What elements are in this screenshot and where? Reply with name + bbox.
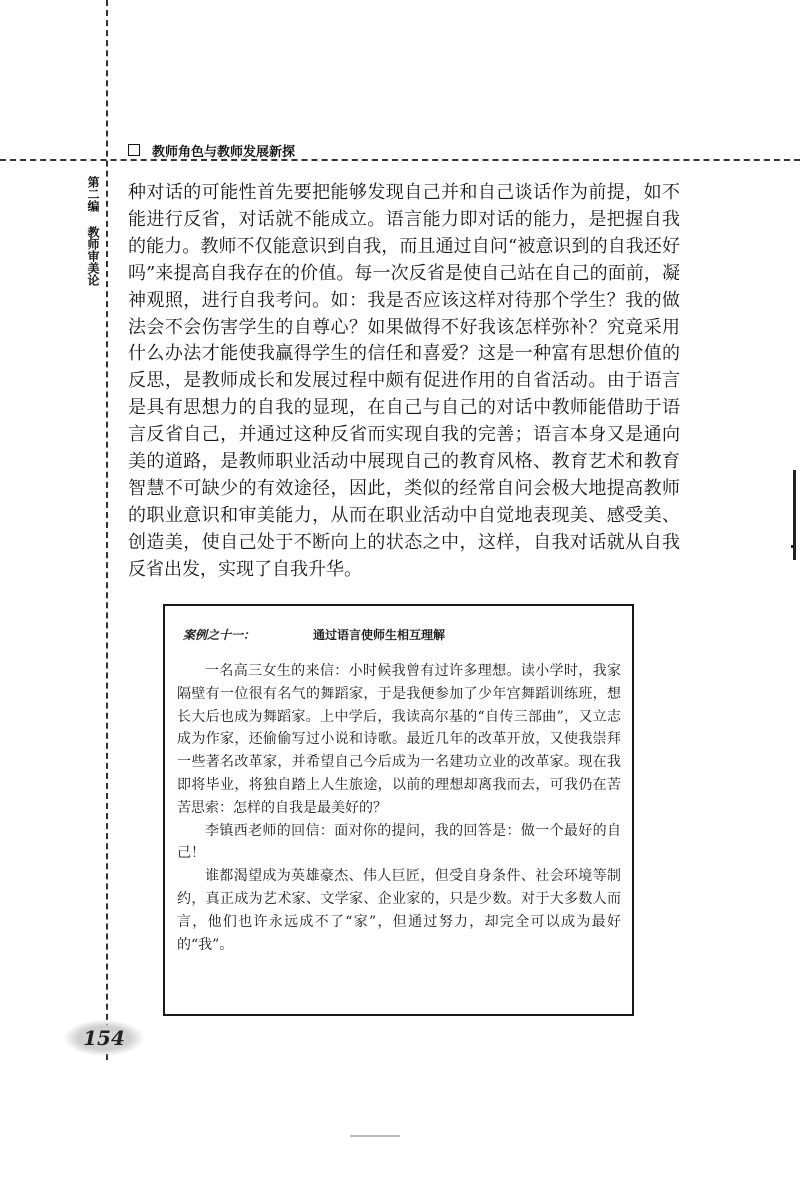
case-header bbox=[183, 626, 614, 646]
case-paragraph: 一名高三女生的来信：小时候我曾有过许多理想。读小学时，我家隔壁有一位很有名气的舞蹈家，于是我便参加了少年宫舞蹈训练班，想长大后也成为舞蹈家。上中学后，我读高尔基的“自传三部曲”，又立志成为作家，还偷偷写过小说和诗歌。最近几年的改革开放，又使我崇拜一些著名改革家，并希望自己今后成为一名建功立业的改革家。现在我即将毕业，将独自踏上人生旅途，以前的理想却离我而去，可我仍在苦苦思索：怎样的自我是最美好的？ bbox=[177, 663, 621, 816]
part-label: 第二编 bbox=[86, 176, 100, 212]
case-study-box bbox=[163, 604, 634, 1016]
book-title: 教师角色与教师发展新探 bbox=[152, 144, 296, 160]
header-horizontal-dashed-line bbox=[0, 159, 800, 161]
section-label: 教师审美论 bbox=[86, 226, 100, 286]
case-title: 通过语言使师生相互理解 bbox=[313, 628, 446, 642]
case-paragraph: 谁都渴望成为英雄豪杰、伟人巨匠，但受自身条件、社会环境等制约，真正成为艺术家、文学家、企业家的，只是少数。对于大多数人而言，他们也许永远成不了“家”，但通过努力，却完全可以成为最好的“我”。 bbox=[177, 868, 621, 953]
body-paragraph: 种对话的可能性首先要把能够发现自己并和自己谈话作为前提，如不能进行反省，对话就不能成立。语言能力即对话的能力，是把握自我的能力。教师不仅能意识到自我，而且通过自问“被意识到的自我还好吗”来提高自我存在的价值。每一次反省是使自己站在自己的面前，凝神观照，进行自我考问。如：我是否应该这样对待那个学生？我的做法会不会伤害学生的自尊心？如果做得不好我该怎样弥补？究竟采用什么办法才能使我赢得学生的信任和喜爱？这是一种富有思想价值的反思，是教师成长和发展过程中颇有促进作用的自省活动。由于语言是具有思想力的自我的显现，在自己与自己的对话中教师能借助于语言反省自己，并通过这种反省而实现自我的完善；语言本身又是通向美的道路，是教师职业活动中展现自己的教育风格、教育艺术和教育智慧不可缺少的有效途径，因此，类似的经常自问会极大地提高教师的职业意识和审美能力，从而在职业活动中自觉地表现美、感受美、创造美，使自己处于不断向上的状态之中，这样，自我对话就从自我反省出发，实现了自我升华。 bbox=[128, 182, 680, 580]
running-header bbox=[128, 140, 295, 160]
case-paragraph: 李镇西老师的回信：面对你的提问，我的回答是：做一个最好的自己！ bbox=[177, 822, 621, 862]
scan-smudge bbox=[350, 1135, 400, 1137]
case-body bbox=[177, 660, 621, 956]
side-section-label bbox=[84, 176, 102, 286]
case-label: 案例之十一： bbox=[183, 628, 256, 642]
page-number: 154 bbox=[64, 1020, 144, 1056]
scan-edge-dot bbox=[791, 545, 794, 548]
square-icon bbox=[128, 144, 140, 156]
